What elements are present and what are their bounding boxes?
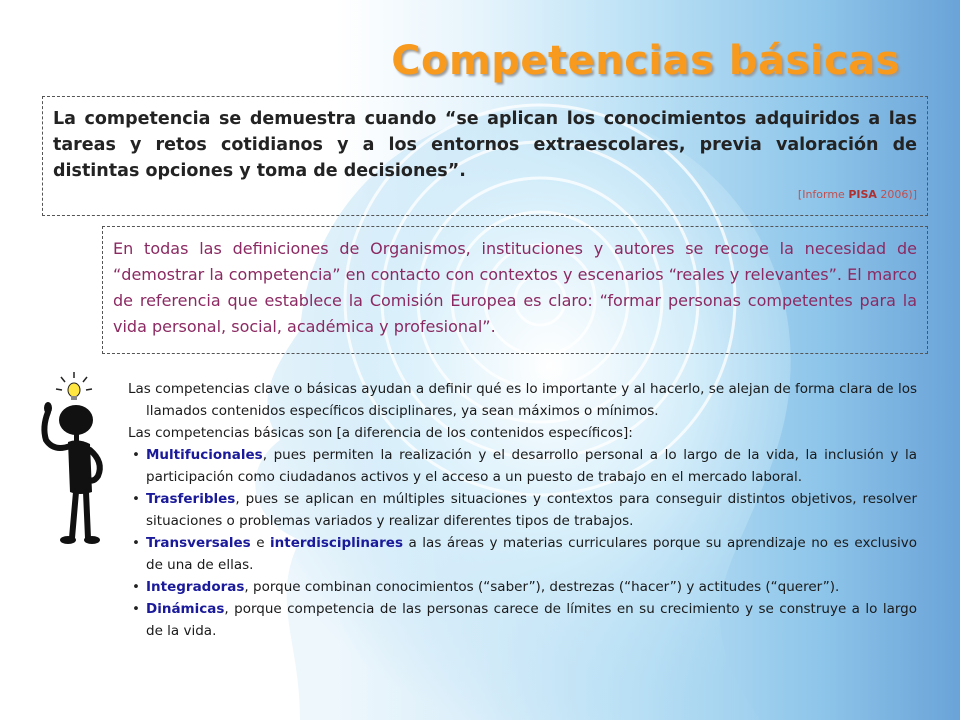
source-suffix: 2006)] bbox=[876, 188, 917, 201]
keyword: Dinámicas bbox=[146, 601, 225, 617]
page-title: Competencias básicas bbox=[391, 38, 900, 84]
keyword: Multifucionales bbox=[146, 447, 263, 463]
source-bold: PISA bbox=[848, 188, 877, 201]
bullet-icon: • bbox=[132, 491, 140, 507]
bullet-icon: • bbox=[132, 447, 140, 463]
list-item-trasferibles bbox=[128, 488, 917, 532]
keyword-2: interdisciplinares bbox=[270, 535, 403, 551]
pisa-quote-text: La competencia se demuestra cuando “se aplican los conocimientos adquiridos a las tareas y retos cotidianos y a los entornos extraescolares, previa valoración de distintas opciones y toma de decisiones”. bbox=[53, 109, 917, 181]
competencies-list bbox=[128, 444, 917, 642]
list-item-integradoras bbox=[128, 576, 917, 598]
bullet-icon: • bbox=[132, 579, 140, 595]
list-item-dinamicas bbox=[128, 598, 917, 642]
definitions-box bbox=[102, 226, 928, 354]
quote-source bbox=[53, 188, 917, 201]
keyword: Trasferibles bbox=[146, 491, 236, 507]
item-mid-text: e bbox=[250, 535, 271, 551]
keyword: Transversales bbox=[146, 535, 251, 551]
item-text: a las áreas y materias curriculares porque su aprendizaje no es exclusivo de una de ellas. bbox=[146, 535, 917, 573]
keyword: Integradoras bbox=[146, 579, 245, 595]
list-item-transversales bbox=[128, 532, 917, 576]
thinking-stick-figure-with-lightbulb-icon bbox=[32, 372, 112, 552]
list-item-multifuncionales bbox=[128, 444, 917, 488]
competencies-content bbox=[128, 378, 917, 642]
pisa-quote-box bbox=[42, 96, 928, 216]
definitions-text: En todas las definiciones de Organismos, instituciones y autores se recoge la necesidad de “demostrar la competencia” en contacto con contextos y escenarios “reales y relevantes”. El marco de referencia que establece la Comisión Europea es claro: “formar personas competentes para la vida personal, social, académica y profesional”. bbox=[113, 239, 917, 336]
bullet-icon: • bbox=[132, 601, 140, 617]
bullet-icon: • bbox=[132, 535, 140, 551]
item-text: , pues permiten la realización y el desarrollo personal a lo largo de la vida, la inclusión y la participación como ciudadanos activos y el acceso a un puesto de trabajo en el mercado laboral. bbox=[146, 447, 917, 485]
item-text: , porque combinan conocimientos (“saber”), destrezas (“hacer”) y actitudes (“querer”). bbox=[244, 579, 840, 595]
intro-paragraph: Las competencias clave o básicas ayudan a definir qué es lo importante y al hacerlo, se alejan de forma clara de los llamados contenidos específicos disciplinares, ya sean máximos o mínimos. bbox=[128, 381, 917, 419]
source-prefix: [Informe bbox=[797, 188, 849, 201]
lead-paragraph: Las competencias básicas son [a diferencia de los contenidos específicos]: bbox=[128, 425, 633, 441]
item-text: , pues se aplican en múltiples situaciones y contextos para conseguir distintos objetivos, resolver situaciones o problemas variados y realizar diferentes tipos de trabajos. bbox=[146, 491, 917, 529]
item-text: , porque competencia de las personas carece de límites en su crecimiento y se construye a lo largo de la vida. bbox=[146, 601, 917, 639]
